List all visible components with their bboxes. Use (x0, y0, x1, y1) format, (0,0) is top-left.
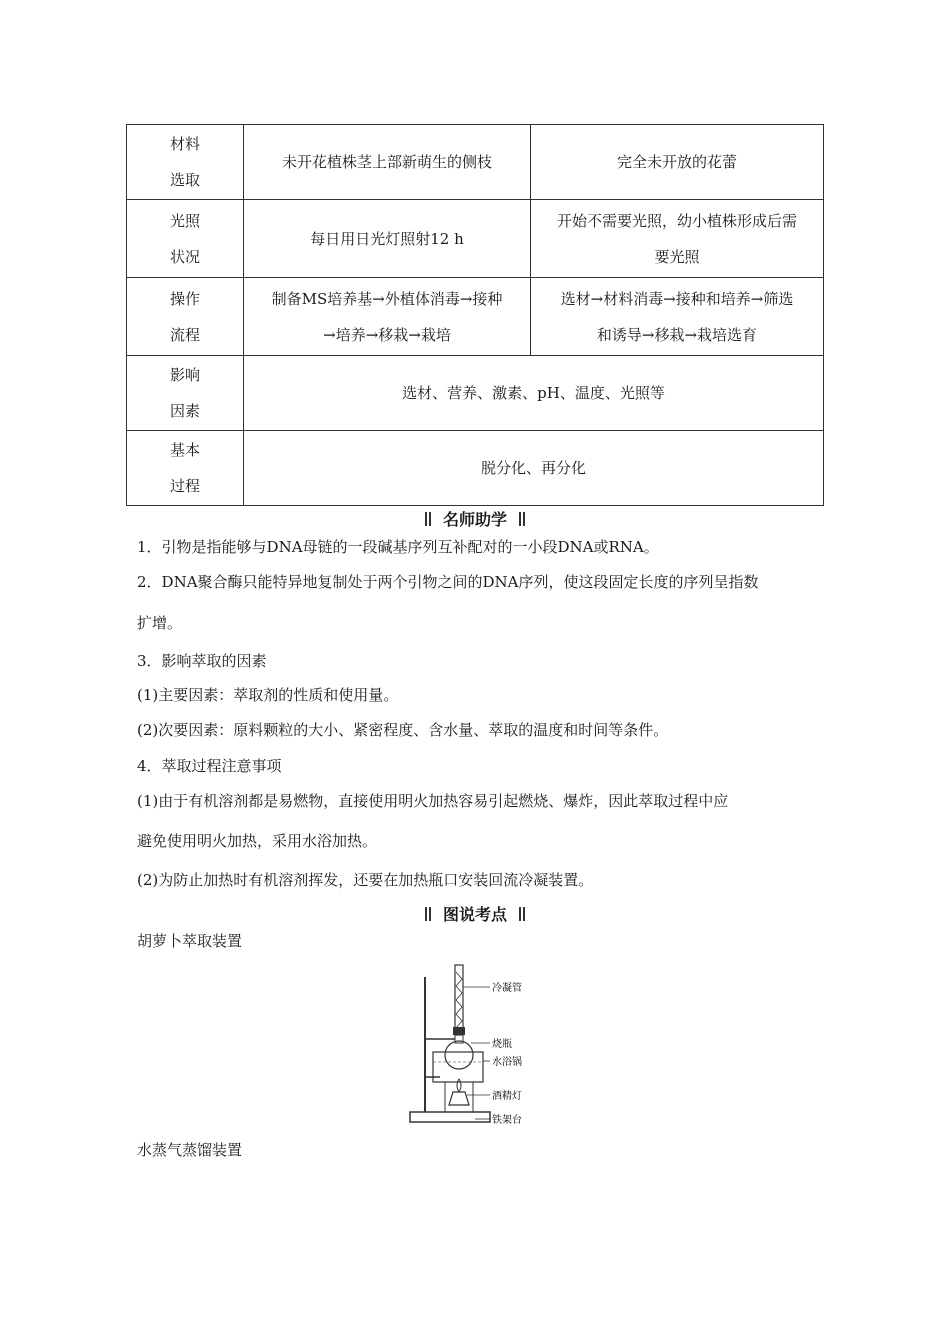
cell (244, 278, 531, 356)
label-line: 因素 (169, 402, 200, 420)
label-line: 选取 (169, 171, 200, 189)
label-line: 光照 (169, 211, 200, 230)
section-title: 图说考点 (442, 905, 507, 924)
table-row (127, 278, 824, 356)
cell (244, 125, 531, 200)
heading-bar-icon (425, 907, 431, 921)
figure-caption: 胡萝卜萃取装置 (137, 932, 243, 950)
alcohol-lamp-icon (449, 1092, 469, 1105)
cell-text: 开始不需要光照，幼小植株形成后需 (556, 211, 797, 230)
cell-text: 未开花植株茎上部新萌生的侧枝 (281, 153, 492, 171)
row-label (127, 356, 244, 431)
figure-label: 酒精灯 (492, 1091, 522, 1102)
stand-base-icon (410, 1112, 490, 1122)
row-label (127, 431, 244, 506)
label-line: 基本 (169, 441, 200, 459)
extraction-apparatus-figure (405, 957, 555, 1129)
paragraph: (2)为防止加热时有机溶剂挥发，还要在加热瓶口安装回流冷凝装置。 (137, 871, 594, 889)
section-heading (0, 507, 950, 530)
cell-text: 制备MS培养基→外植体消毒→接种 (271, 289, 503, 308)
figure-caption: 水蒸气蒸馏装置 (137, 1141, 243, 1159)
heading-bar-icon (519, 907, 525, 921)
label-line: 过程 (169, 477, 200, 495)
flask-icon (445, 1041, 473, 1069)
row-label (127, 125, 244, 200)
cell-text: 选材→材料消毒→接种和培养→筛选 (560, 289, 794, 308)
paragraph: 2．DNA聚合酶只能特异地复制处于两个引物之间的DNA序列，使这段固定长度的序列呈指数 (137, 573, 759, 591)
cell-text: 完全未开放的花蕾 (616, 153, 737, 171)
label-line: 影响 (169, 366, 200, 384)
table-row (127, 125, 824, 200)
merged-cell (244, 431, 824, 506)
row-label (127, 200, 244, 278)
paragraph: (1)由于有机溶剂都是易燃物，直接使用明火加热容易引起燃烧、爆炸，因此萃取过程中应 (137, 792, 729, 810)
table-row (127, 431, 824, 506)
cell-text: 每日用日光灯照射12 h (310, 229, 464, 248)
paragraph: 避免使用明火加热，采用水浴加热。 (137, 832, 378, 850)
label-line: 流程 (169, 325, 200, 344)
cell (531, 200, 824, 278)
section-heading (0, 902, 950, 925)
paragraph: (2)次要因素：原料颗粒的大小、紧密程度、含水量、萃取的温度和时间等条件。 (137, 721, 669, 739)
table-row (127, 200, 824, 278)
paragraph: (1)主要因素：萃取剂的性质和使用量。 (137, 686, 399, 704)
cell-text: 脱分化、再分化 (480, 459, 586, 477)
cell (531, 125, 824, 200)
merged-cell (244, 356, 824, 431)
figure-label: 冷凝管 (492, 983, 522, 994)
heading-bar-icon (519, 512, 525, 526)
heading-bar-icon (425, 512, 431, 526)
label-line: 操作 (169, 289, 200, 308)
label-line: 状况 (169, 247, 200, 266)
paragraph: 1．引物是指能够与DNA母链的一段碱基序列互补配对的一小段DNA或RNA。 (137, 538, 659, 556)
cell-text: →培养→移栽→栽培 (323, 325, 451, 344)
cell-text: 选材、营养、激素、pH、温度、光照等 (402, 384, 665, 402)
figure-label: 水浴锅 (492, 1057, 522, 1068)
table-row (127, 356, 824, 431)
label-line: 材料 (169, 135, 200, 153)
row-label (127, 278, 244, 356)
paragraph: 扩增。 (137, 614, 183, 632)
water-bath-icon (433, 1052, 483, 1082)
figure-label: 烧瓶 (492, 1039, 512, 1050)
figure-label: 铁架台 (492, 1115, 522, 1126)
paragraph: 4．萃取过程注意事项 (137, 757, 282, 775)
cell (531, 278, 824, 356)
section-title: 名师助学 (442, 510, 507, 529)
comparison-table (126, 124, 824, 506)
paragraph: 3．影响萃取的因素 (137, 652, 267, 670)
cell-text: 和诱导→移栽→栽培选育 (596, 325, 758, 344)
cell-text: 要光照 (654, 247, 700, 266)
cell (244, 200, 531, 278)
